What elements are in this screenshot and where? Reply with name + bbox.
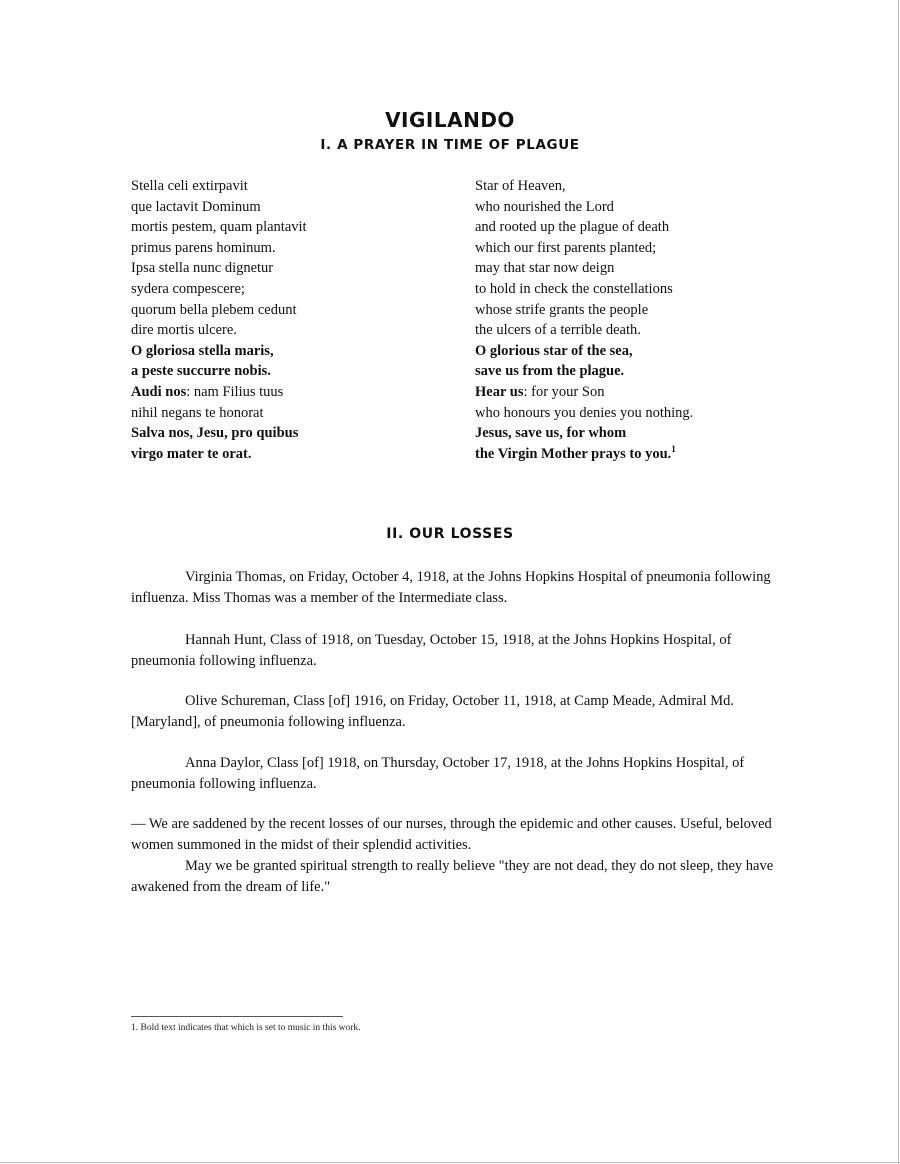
latin-line-bold: virgo mater te orat.	[131, 445, 252, 462]
page-border-right	[898, 0, 899, 1164]
section-1-heading: I. A PRAYER IN TIME OF PLAGUE	[320, 137, 580, 153]
english-line-bold	[475, 444, 805, 465]
obituary-paragraph: Olive Schureman, Class [of] 1916, on Friday, October 11, 1918, at Camp Meade, Admiral Md. [Maryland], of pneumonia following influenza.	[131, 693, 735, 730]
latin-line-rest: : nam Filius tuus	[186, 383, 284, 400]
latin-line: Stella celi extirpavit	[131, 178, 248, 194]
english-line-rest: : for your Son	[523, 383, 605, 400]
closing-paragraph: May we be granted spiritual strength to really believe "they are not dead, they do not sleep, they have awakened from the dream of life."	[131, 858, 774, 895]
latin-line-bold: O gloriosa stella maris,	[131, 342, 274, 359]
latin-line: que lactavit Dominum	[131, 198, 261, 215]
latin-line	[131, 382, 451, 403]
english-line: Star of Heaven,	[475, 178, 566, 194]
english-final-line: the Virgin Mother prays to you.	[475, 445, 672, 462]
latin-column	[131, 176, 451, 464]
footnote-divider	[131, 1016, 343, 1017]
latin-line: sydera compescere;	[131, 280, 245, 297]
english-line: who honours you denies you nothing.	[475, 404, 694, 421]
obituary-paragraph: Virginia Thomas, on Friday, October 4, 1918, at the Johns Hopkins Hospital of pneumonia following influenza. Miss Thomas was a member of the Intermediate class.	[131, 569, 771, 606]
section-2-heading: II. OUR LOSSES	[386, 526, 514, 542]
english-line: whose strife grants the people	[475, 301, 649, 318]
latin-line: nihil negans te honorat	[131, 404, 264, 421]
closing-paragraph: — We are saddened by the recent losses of our nurses, through the epidemic and other causes. Useful, beloved women summoned in the midst of their splendid activities.	[131, 816, 772, 853]
latin-line: quorum bella plebem cedunt	[131, 301, 297, 318]
english-column	[475, 176, 805, 464]
latin-line-bold: a peste succurre nobis.	[131, 363, 271, 380]
english-line: and rooted up the plague of death	[475, 219, 670, 236]
english-line-bold: save us from the plague.	[475, 363, 625, 380]
footnote-marker: 1	[671, 443, 676, 454]
page-border-bottom	[0, 1162, 900, 1163]
english-line: who nourished the Lord	[475, 198, 614, 215]
obituary-paragraph: Anna Daylor, Class [of] 1918, on Thursday, October 17, 1918, at the Johns Hopkins Hospital, of pneumonia following influenza.	[131, 755, 745, 792]
english-line-bold: O glorious star of the sea,	[475, 342, 633, 359]
english-line: which our first parents planted;	[475, 239, 657, 256]
latin-line: Ipsa stella nunc dignetur	[131, 260, 274, 277]
english-bold-phrase: Hear us	[475, 383, 524, 400]
page-title: VIGILANDO	[385, 108, 515, 132]
footnote-text: 1. Bold text indicates that which is set to music in this work.	[131, 1023, 361, 1033]
latin-line-bold: Salva nos, Jesu, pro quibus	[131, 425, 299, 442]
english-line	[475, 382, 805, 403]
english-line: the ulcers of a terrible death.	[475, 322, 641, 339]
latin-line: dire mortis ulcere.	[131, 322, 237, 339]
english-line-bold: Jesus, save us, for whom	[475, 425, 627, 442]
latin-bold-phrase: Audi nos	[131, 383, 187, 400]
english-line: to hold in check the constellations	[475, 280, 673, 297]
english-line: may that star now deign	[475, 260, 615, 277]
latin-line: mortis pestem, quam plantavit	[131, 219, 307, 236]
obituary-paragraph: Hannah Hunt, Class of 1918, on Tuesday, October 15, 1918, at the Johns Hopkins Hospital, of pneumonia following influenza.	[131, 632, 732, 669]
latin-line: primus parens hominum.	[131, 239, 276, 256]
